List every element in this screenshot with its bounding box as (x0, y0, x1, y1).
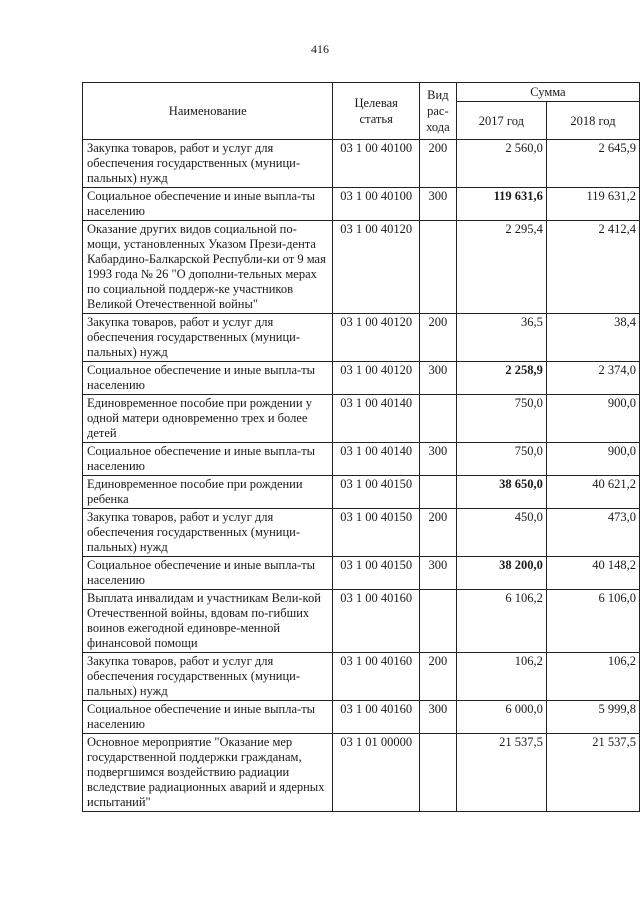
row-code: 03 1 00 40100 (333, 188, 419, 221)
table-row (83, 476, 640, 509)
row-sum-2017: 450,0 (456, 509, 546, 557)
row-name: Единовременное пособие при рождении ребенка (83, 476, 333, 509)
row-name: Выплата инвалидам и участникам Вели-кой Отечественной войны, вдовам по-гибших воинов ежегодной единовре-менной финансовой помощи (83, 590, 333, 653)
row-sum-2018: 2 645,9 (546, 140, 639, 188)
table-row (83, 653, 640, 701)
table-row (83, 443, 640, 476)
header-year-2017: 2017 год (456, 102, 546, 140)
row-name: Закупка товаров, работ и услуг для обеспечения государственных (муници-пальных) нужд (83, 509, 333, 557)
header-name: Наименование (83, 83, 333, 140)
header-sum: Сумма (456, 83, 639, 102)
row-sum-2018: 473,0 (546, 509, 639, 557)
row-type: 300 (419, 362, 456, 395)
row-name: Социальное обеспечение и иные выпла-ты населению (83, 188, 333, 221)
table-row (83, 590, 640, 653)
row-sum-2017: 106,2 (456, 653, 546, 701)
row-sum-2017: 750,0 (456, 443, 546, 476)
row-sum-2018: 2 412,4 (546, 221, 639, 314)
row-type: 200 (419, 509, 456, 557)
row-code: 03 1 01 00000 (333, 734, 419, 812)
table-row (83, 509, 640, 557)
row-sum-2017: 38 200,0 (456, 557, 546, 590)
row-sum-2017: 750,0 (456, 395, 546, 443)
row-sum-2018: 106,2 (546, 653, 639, 701)
row-code: 03 1 00 40120 (333, 362, 419, 395)
row-sum-2017: 6 106,2 (456, 590, 546, 653)
row-code: 03 1 00 40150 (333, 509, 419, 557)
row-code: 03 1 00 40100 (333, 140, 419, 188)
row-sum-2017: 21 537,5 (456, 734, 546, 812)
table-row (83, 221, 640, 314)
row-type (419, 476, 456, 509)
table-row (83, 734, 640, 812)
table-row (83, 557, 640, 590)
row-sum-2018: 900,0 (546, 395, 639, 443)
row-sum-2017: 36,5 (456, 314, 546, 362)
table-row (83, 188, 640, 221)
row-code: 03 1 00 40160 (333, 653, 419, 701)
row-sum-2018: 21 537,5 (546, 734, 639, 812)
row-sum-2017: 2 295,4 (456, 221, 546, 314)
row-type (419, 590, 456, 653)
row-code: 03 1 00 40120 (333, 314, 419, 362)
row-type: 300 (419, 188, 456, 221)
row-sum-2018: 38,4 (546, 314, 639, 362)
row-sum-2018: 5 999,8 (546, 701, 639, 734)
row-type: 200 (419, 653, 456, 701)
row-sum-2018: 900,0 (546, 443, 639, 476)
row-type (419, 221, 456, 314)
row-name: Основное мероприятие "Оказание мер государственной поддержки гражданам, подвергшимся воздействию радиации вследствие радиационных аварий и ядерных испытаний" (83, 734, 333, 812)
table-row (83, 140, 640, 188)
row-code: 03 1 00 40150 (333, 557, 419, 590)
row-sum-2017: 2 258,9 (456, 362, 546, 395)
row-code: 03 1 00 40140 (333, 395, 419, 443)
header-type: Вид рас-хода (419, 83, 456, 140)
row-sum-2017: 119 631,6 (456, 188, 546, 221)
row-sum-2017: 38 650,0 (456, 476, 546, 509)
row-code: 03 1 00 40160 (333, 590, 419, 653)
row-sum-2018: 40 621,2 (546, 476, 639, 509)
row-code: 03 1 00 40150 (333, 476, 419, 509)
row-type: 300 (419, 557, 456, 590)
table-row (83, 701, 640, 734)
header-year-2018: 2018 год (546, 102, 639, 140)
row-name: Оказание других видов социальной по-мощи, установленных Указом Прези-дента Кабардино-Балкарской Республи-ки от 9 мая 1993 года № 26 "О дополни-тельных мерах по социальной поддерж-ке участников Великой Отечественной войны" (83, 221, 333, 314)
row-sum-2017: 2 560,0 (456, 140, 546, 188)
row-type (419, 395, 456, 443)
table-row (83, 314, 640, 362)
table-row (83, 395, 640, 443)
row-name: Закупка товаров, работ и услуг для обеспечения государственных (муници-пальных) нужд (83, 140, 333, 188)
row-sum-2018: 119 631,2 (546, 188, 639, 221)
row-code: 03 1 00 40140 (333, 443, 419, 476)
row-name: Социальное обеспечение и иные выпла-ты населению (83, 701, 333, 734)
row-name: Социальное обеспечение и иные выпла-ты населению (83, 557, 333, 590)
row-type: 200 (419, 314, 456, 362)
row-sum-2018: 2 374,0 (546, 362, 639, 395)
row-type: 300 (419, 443, 456, 476)
budget-table (82, 82, 640, 812)
row-sum-2018: 40 148,2 (546, 557, 639, 590)
page-number: 416 (311, 42, 329, 56)
row-name: Социальное обеспечение и иные выпла-ты населению (83, 362, 333, 395)
header-code: Целевая статья (333, 83, 419, 140)
row-type: 200 (419, 140, 456, 188)
table-row (83, 362, 640, 395)
row-type (419, 734, 456, 812)
row-sum-2018: 6 106,0 (546, 590, 639, 653)
row-name: Единовременное пособие при рождении у одной матери одновременно трех и более детей (83, 395, 333, 443)
row-code: 03 1 00 40120 (333, 221, 419, 314)
row-name: Закупка товаров, работ и услуг для обеспечения государственных (муници-пальных) нужд (83, 653, 333, 701)
row-code: 03 1 00 40160 (333, 701, 419, 734)
row-type: 300 (419, 701, 456, 734)
table-body (83, 140, 640, 812)
row-sum-2017: 6 000,0 (456, 701, 546, 734)
row-name: Закупка товаров, работ и услуг для обеспечения государственных (муници-пальных) нужд (83, 314, 333, 362)
row-name: Социальное обеспечение и иные выпла-ты населению (83, 443, 333, 476)
